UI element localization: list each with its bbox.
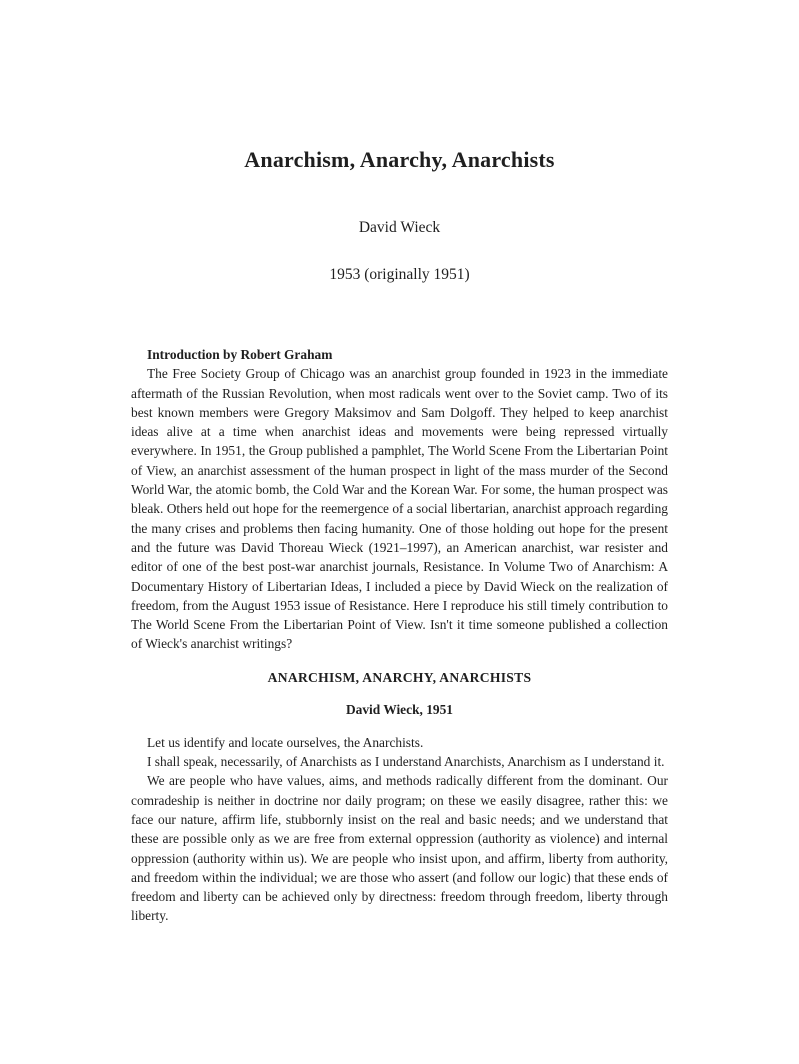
article-body: [131, 733, 668, 926]
paragraph: I shall speak, necessarily, of Anarchists as I understand Anarchists, Anarchism as I understand it.: [147, 754, 665, 770]
document-title: Anarchism, Anarchy, Anarchists: [244, 147, 555, 172]
date-line: 1953 (originally 1951): [329, 266, 470, 283]
author-line: David Wieck: [358, 219, 441, 236]
paragraph: We are people who have values, aims, and methods radically different from the dominant. Our comradeship is neither in doctrine nor daily program; on these we easily disagree, rather this: we face our nature, affirm life, stubbornly insist on the real and basic needs; and we understand that these are possible only as we are free from external oppression (authority as violence) and internal oppression (authority within us). We are people who insist upon, and affirm, liberty from authority, and freedom within the individual; we are those who assert (and follow our logic) that these ends of freedom and liberty can be achieved only by directness: freedom through freedom, liberty through liberty.: [131, 773, 668, 924]
introduction-heading: Introduction by Robert Graham: [147, 347, 333, 362]
paragraph: Let us identify and locate ourselves, the Anarchists.: [147, 734, 424, 750]
article-byline: David Wieck, 1951: [345, 701, 453, 717]
article-heading: ANARCHISM, ANARCHY, ANARCHISTS: [267, 669, 532, 685]
introduction-section: [131, 345, 668, 654]
introduction-body: The Free Society Group of Chicago was an anarchist group founded in 1923 in the immediate aftermath of the Russian Revolution, when most radicals went over to the Soviet camp. Two of its best known members were Gregory Maksimov and Sam Dolgoff. They helped to keep anarchist ideas alive at a time when anarchist ideas and movements were being repressed virtually everywhere. In 1951, the Group published a pamphlet, The World Scene From the Libertarian Point of View, an anarchist assessment of the human prospect in light of the mass murder of the Second World War, the atomic bomb, the Cold War and the Korean War. For some, the human prospect was bleak. Others held out hope for the reemergence of a social libertarian, anarchist approach regarding the many crises and problems then facing humanity. One of those holding out hope for the present and the future was David Thoreau Wieck (1921–1997), an American anarchist, war resister and editor of one of the best post-war anarchist journals, Resistance. In Volume Two of Anarchism: A Documentary History of Libertarian Ideas, I included a piece by David Wieck on the realization of freedom, from the August 1953 issue of Resistance. Here I reproduce his still timely contribution to The World Scene From the Libertarian Point of View. Isn't it time someone published a collection of Wieck's anarchist writings?: [131, 366, 668, 652]
text-column: [131, 0, 668, 926]
